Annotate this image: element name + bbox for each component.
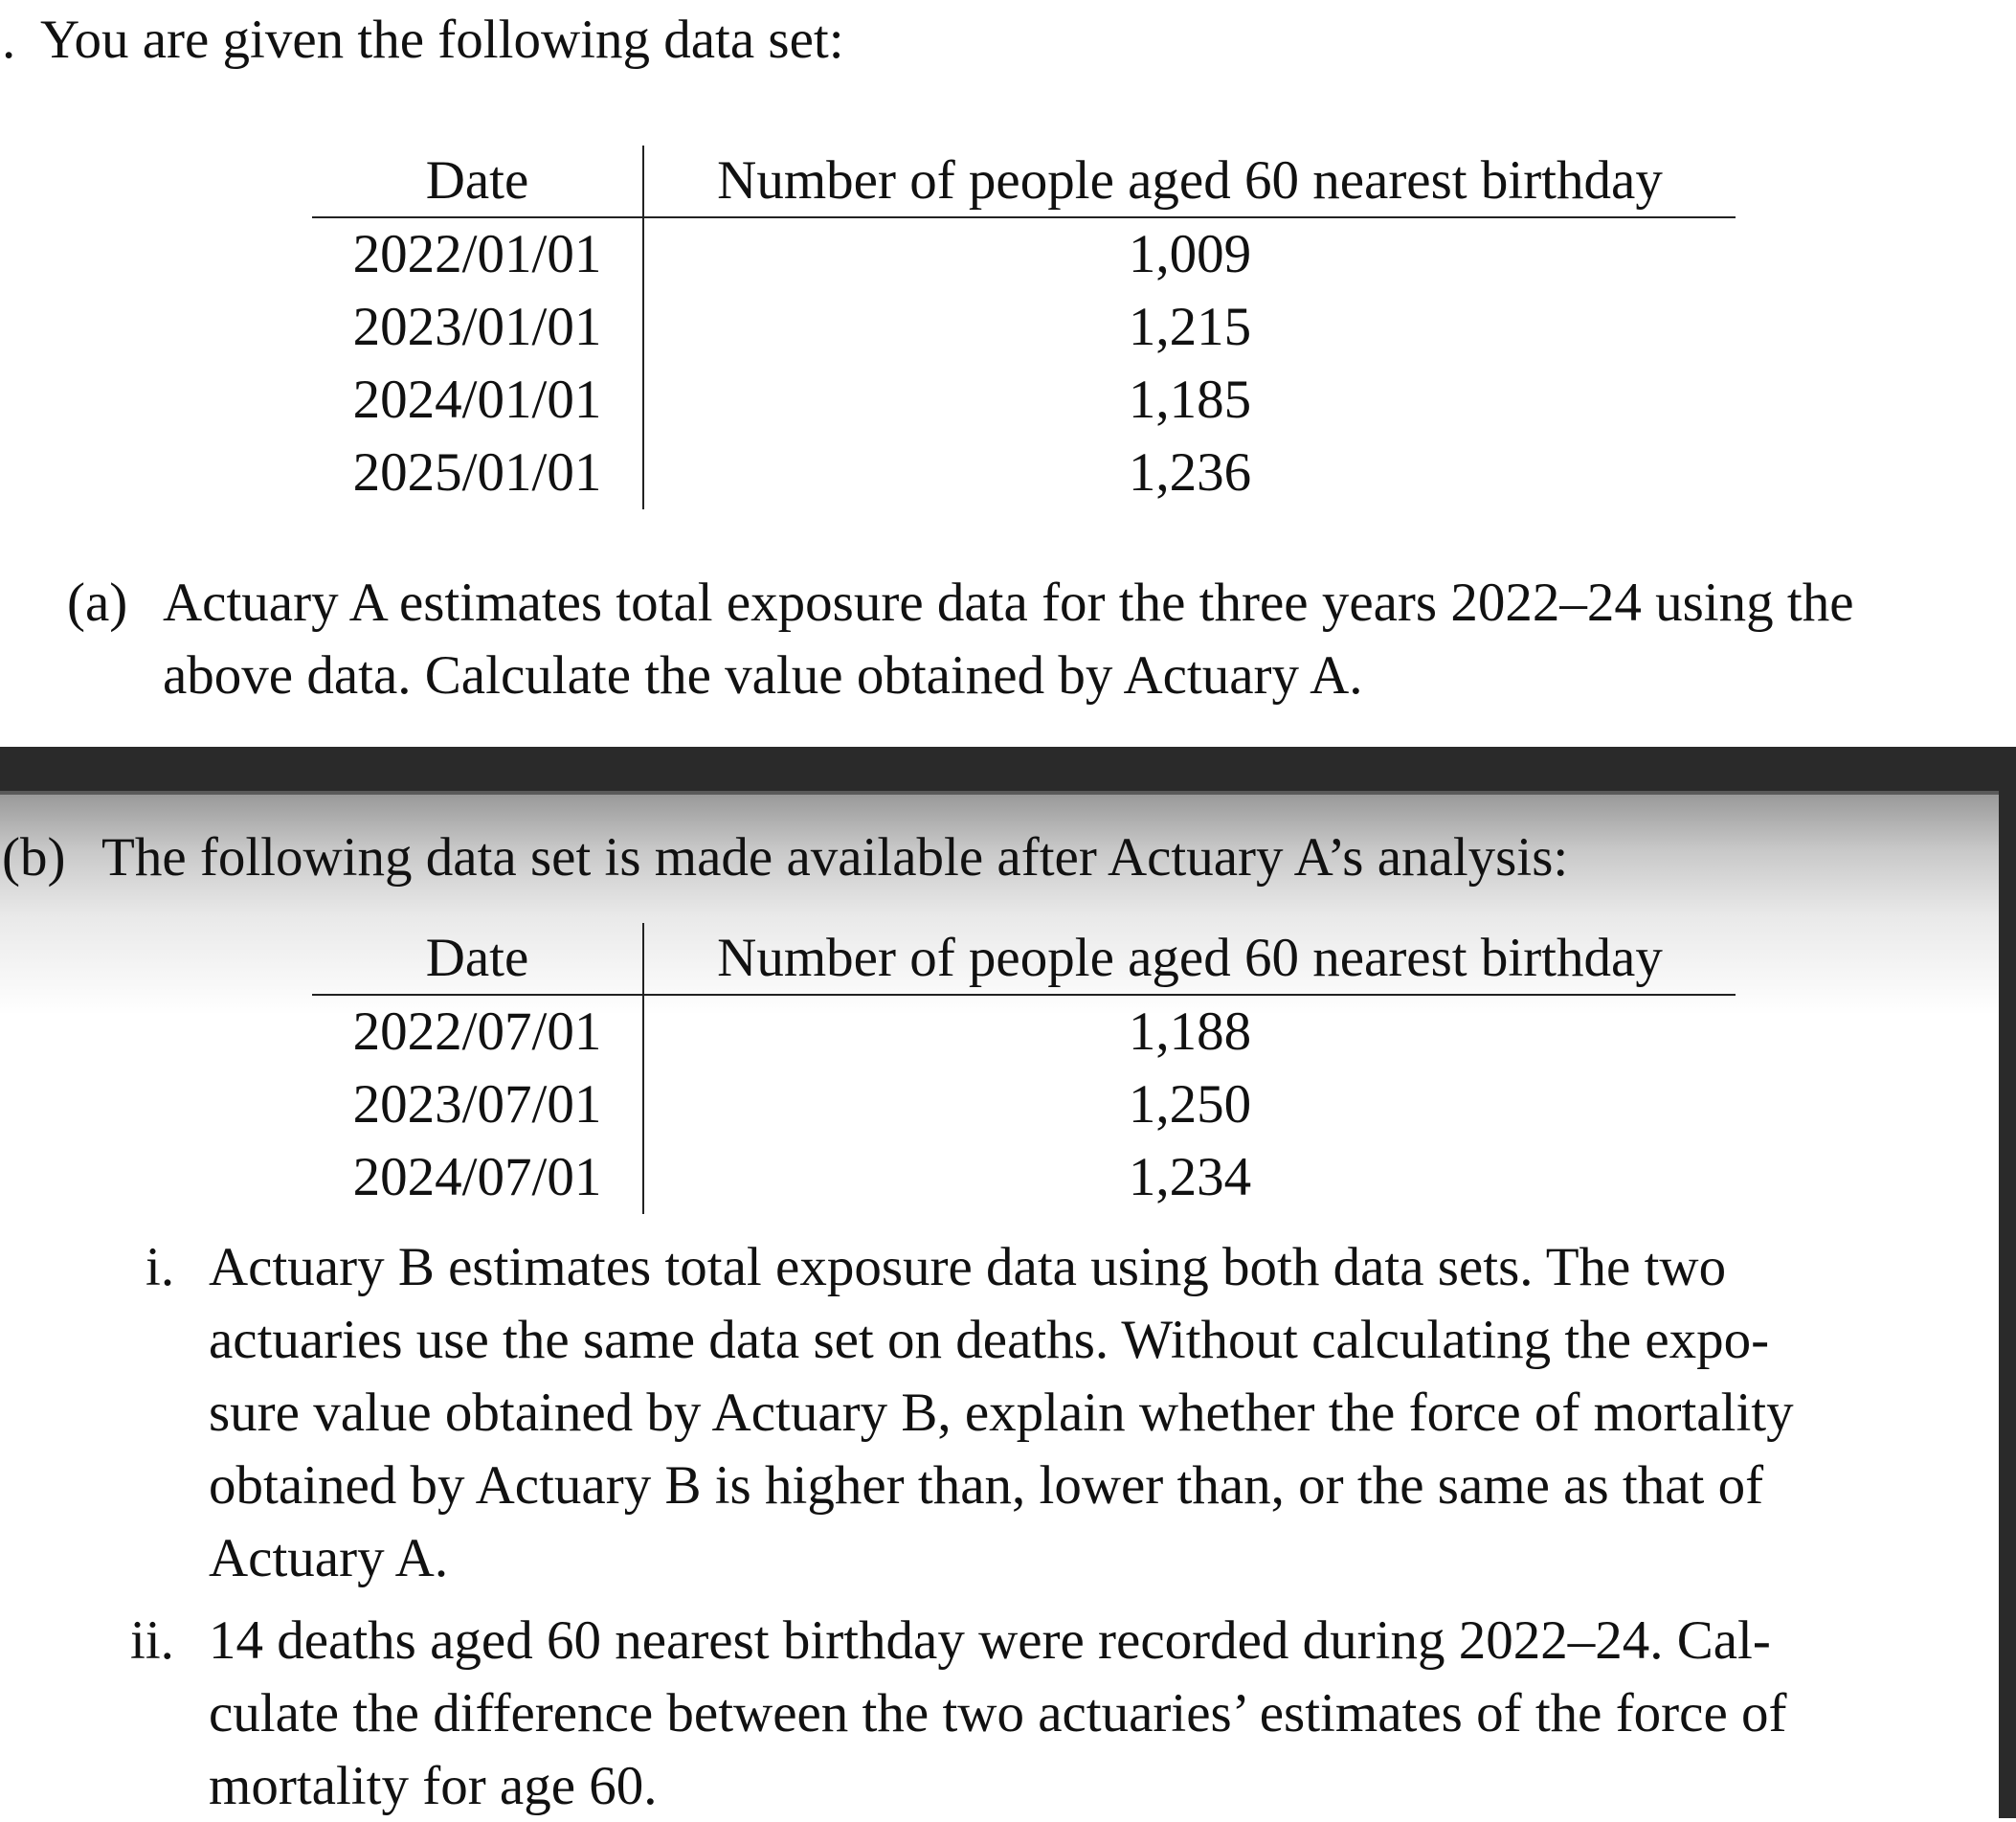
table-row xyxy=(312,437,1736,509)
table-header-row xyxy=(312,146,1736,217)
cell-date: 2023/07/01 xyxy=(312,1068,643,1141)
sub-i-line-4: obtained by Actuary B is higher than, lower than, or the same as that of xyxy=(209,1455,1764,1516)
cell-count: 1,188 xyxy=(1128,1001,1252,1062)
table-row xyxy=(312,995,1736,1068)
sub-i-label: i. xyxy=(146,1237,175,1297)
cell-count: 1,236 xyxy=(1128,442,1252,503)
data-table-2 xyxy=(312,923,1736,1214)
part-b-label: (b) xyxy=(2,827,66,888)
cell-count: 1,234 xyxy=(1128,1147,1252,1207)
cell-date: 2024/07/01 xyxy=(312,1141,643,1214)
sub-ii-label: ii. xyxy=(130,1610,174,1671)
cell-date: 2024/01/01 xyxy=(312,364,643,437)
table-row xyxy=(312,364,1736,437)
part-a-label: (a) xyxy=(67,573,128,633)
cell-count: 1,250 xyxy=(1128,1074,1252,1135)
data-table-1 xyxy=(312,146,1736,509)
right-dark-border xyxy=(1999,791,2016,1818)
part-a-line-1: Actuary A estimates total exposure data for the three years 2022–24 using the xyxy=(163,573,1854,633)
sub-i-line-5: Actuary A. xyxy=(209,1528,449,1588)
cell-date: 2022/07/01 xyxy=(312,995,643,1068)
sub-ii-line-3: mortality for age 60. xyxy=(209,1756,658,1816)
table-header-row xyxy=(312,923,1736,995)
header-date: Date xyxy=(312,923,643,995)
table-row xyxy=(312,1141,1736,1214)
part-a-line-2: above data. Calculate the value obtained by Actuary A. xyxy=(163,645,1363,706)
header-count: Number of people aged 60 nearest birthday xyxy=(643,146,1736,217)
table-row xyxy=(312,1068,1736,1141)
sub-i-line-2: actuaries use the same data set on deaths. Without calculating the expo- xyxy=(209,1310,1770,1370)
intro-bullet: . xyxy=(2,10,16,70)
header-count: Number of people aged 60 nearest birthday xyxy=(643,923,1736,995)
table-row xyxy=(312,217,1736,291)
dark-separator-band xyxy=(0,747,2016,791)
header-date: Date xyxy=(312,146,643,217)
sub-ii-line-2: culate the difference between the two actuaries’ estimates of the force of xyxy=(209,1683,1787,1743)
cell-count: 1,215 xyxy=(1128,297,1252,357)
table-row xyxy=(312,291,1736,364)
sub-i-line-1: Actuary B estimates total exposure data using both data sets. The two xyxy=(209,1237,1727,1297)
intro-text: You are given the following data set: xyxy=(40,10,844,70)
part-b-text: The following data set is made available after Actuary A’s analysis: xyxy=(101,827,1569,888)
sub-ii-line-1: 14 deaths aged 60 nearest birthday were recorded during 2022–24. Cal- xyxy=(209,1610,1771,1671)
cell-date: 2025/01/01 xyxy=(312,437,643,509)
cell-count: 1,009 xyxy=(1128,224,1252,284)
cell-date: 2022/01/01 xyxy=(312,217,643,291)
cell-count: 1,185 xyxy=(1128,370,1252,430)
cell-date: 2023/01/01 xyxy=(312,291,643,364)
sub-i-line-3: sure value obtained by Actuary B, explain whether the force of mortality xyxy=(209,1383,1794,1443)
